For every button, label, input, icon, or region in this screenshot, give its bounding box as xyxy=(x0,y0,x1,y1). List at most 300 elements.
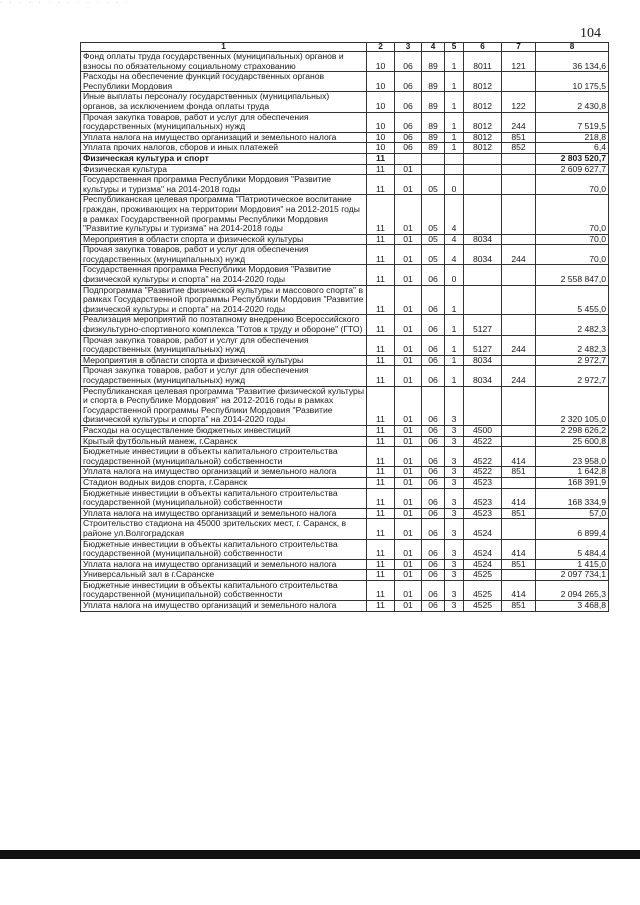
table-row xyxy=(81,601,609,612)
row-subprogram: 1 xyxy=(445,285,464,315)
table-row xyxy=(81,519,609,539)
table-row xyxy=(81,315,609,335)
row-program: 06 xyxy=(422,425,445,436)
row-section: 11 xyxy=(367,245,395,265)
table-row xyxy=(81,112,609,132)
row-amount: 218,8 xyxy=(536,132,609,143)
row-subprogram: 3 xyxy=(445,539,464,559)
row-program: 06 xyxy=(422,559,445,570)
row-expense-type xyxy=(502,72,536,92)
row-direction xyxy=(464,285,502,315)
row-expense-type xyxy=(502,519,536,539)
row-section: 11 xyxy=(367,386,395,425)
row-amount: 2 298 626,2 xyxy=(536,425,609,436)
row-section: 11 xyxy=(367,559,395,570)
row-program: 06 xyxy=(422,508,445,519)
row-section: 11 xyxy=(367,195,395,234)
row-subsection: 01 xyxy=(395,355,422,366)
header-col-1: 1 xyxy=(81,43,367,52)
row-expense-type: 414 xyxy=(502,580,536,600)
row-subprogram: 3 xyxy=(445,519,464,539)
row-expense-type xyxy=(502,436,536,447)
row-amount: 5 455,0 xyxy=(536,285,609,315)
table-row xyxy=(81,386,609,425)
row-amount: 2 972,7 xyxy=(536,366,609,386)
row-program: 06 xyxy=(422,477,445,488)
row-direction: 8034 xyxy=(464,366,502,386)
row-name: Физическая культура и спорт xyxy=(81,153,367,164)
row-program: 06 xyxy=(422,601,445,612)
budget-table xyxy=(80,42,609,612)
row-subsection: 01 xyxy=(395,195,422,234)
row-section: 10 xyxy=(367,92,395,112)
row-amount: 70,0 xyxy=(536,195,609,234)
row-section: 11 xyxy=(367,539,395,559)
row-name: Государственная программа Республики Мордовия "Развитие физической культуры и спорта" на 2014-2020 годы xyxy=(81,265,367,285)
row-section: 11 xyxy=(367,315,395,335)
row-subprogram: 3 xyxy=(445,488,464,508)
row-amount: 2 320 105,0 xyxy=(536,386,609,425)
header-col-4: 4 xyxy=(422,43,445,52)
row-subsection: 01 xyxy=(395,366,422,386)
row-subprogram: 4 xyxy=(445,245,464,265)
row-subsection: 06 xyxy=(395,112,422,132)
header-col-7: 7 xyxy=(502,43,536,52)
row-subprogram: 0 xyxy=(445,265,464,285)
row-section: 11 xyxy=(367,580,395,600)
row-program: 06 xyxy=(422,285,445,315)
row-section: 11 xyxy=(367,601,395,612)
row-subprogram: 1 xyxy=(445,315,464,335)
table-row xyxy=(81,175,609,195)
row-subsection: 06 xyxy=(395,72,422,92)
table-row xyxy=(81,580,609,600)
row-subprogram: 3 xyxy=(445,477,464,488)
row-expense-type xyxy=(502,195,536,234)
row-subsection: 01 xyxy=(395,519,422,539)
row-expense-type: 851 xyxy=(502,467,536,478)
row-subprogram: 3 xyxy=(445,601,464,612)
row-amount: 23 958,0 xyxy=(536,447,609,467)
row-expense-type xyxy=(502,153,536,164)
row-direction: 4523 xyxy=(464,488,502,508)
row-subsection: 01 xyxy=(395,508,422,519)
row-direction: 4522 xyxy=(464,436,502,447)
table-row xyxy=(81,508,609,519)
row-amount: 2 972,7 xyxy=(536,355,609,366)
row-subsection: 01 xyxy=(395,570,422,581)
row-section: 11 xyxy=(367,425,395,436)
table-row xyxy=(81,436,609,447)
row-subprogram: 3 xyxy=(445,386,464,425)
table-row xyxy=(81,366,609,386)
row-amount: 2 094 265,3 xyxy=(536,580,609,600)
table-row xyxy=(81,164,609,175)
row-program xyxy=(422,164,445,175)
row-amount: 70,0 xyxy=(536,175,609,195)
row-amount: 7 519,5 xyxy=(536,112,609,132)
row-amount: 6,4 xyxy=(536,143,609,154)
row-section: 11 xyxy=(367,355,395,366)
row-expense-type: 851 xyxy=(502,508,536,519)
row-amount: 2 803 520,7 xyxy=(536,153,609,164)
row-direction: 4524 xyxy=(464,519,502,539)
row-program: 05 xyxy=(422,234,445,245)
row-name: Республиканская целевая программа "Патриотическое воспитание граждан, проживающих на территории Мордовия" на 2012-2015 годы в рамках Государственной программы Республики Мордовия "Развитие культуры и туризма" на 2014-2018 годы xyxy=(81,195,367,234)
row-name: Реализация мероприятий по поэтапному внедрению Всероссийского физкультурно-спортивного комплекса "Готов к труду и обороне" (ГТО) xyxy=(81,315,367,335)
row-subprogram: 1 xyxy=(445,112,464,132)
row-name: Бюджетные инвестиции в объекты капитального строительства государственной (муниципальной) собственности xyxy=(81,539,367,559)
table-row xyxy=(81,570,609,581)
row-expense-type: 244 xyxy=(502,112,536,132)
header-col-6: 6 xyxy=(464,43,502,52)
row-amount: 5 484,4 xyxy=(536,539,609,559)
row-program: 06 xyxy=(422,335,445,355)
row-expense-type: 414 xyxy=(502,488,536,508)
row-expense-type: 122 xyxy=(502,92,536,112)
row-name: Уплата налога на имущество организаций и земельного налога xyxy=(81,559,367,570)
row-expense-type xyxy=(502,285,536,315)
row-program: 06 xyxy=(422,519,445,539)
row-direction: 8012 xyxy=(464,143,502,154)
row-subsection: 01 xyxy=(395,315,422,335)
row-name: Бюджетные инвестиции в объекты капитального строительства государственной (муниципальной) собственности xyxy=(81,447,367,467)
row-subprogram: 1 xyxy=(445,355,464,366)
table-row xyxy=(81,234,609,245)
row-section: 10 xyxy=(367,143,395,154)
row-expense-type xyxy=(502,355,536,366)
header-col-8: 8 xyxy=(536,43,609,52)
row-subprogram: 1 xyxy=(445,366,464,386)
row-subsection: 01 xyxy=(395,436,422,447)
row-direction xyxy=(464,153,502,164)
row-direction: 8012 xyxy=(464,112,502,132)
row-program xyxy=(422,153,445,164)
row-subprogram xyxy=(445,164,464,175)
row-name: Мероприятия в области спорта и физической культуры xyxy=(81,234,367,245)
page-number: 104 xyxy=(580,26,601,41)
row-amount: 36 134,6 xyxy=(536,52,609,72)
row-subprogram: 3 xyxy=(445,467,464,478)
row-program: 89 xyxy=(422,52,445,72)
row-subprogram: 4 xyxy=(445,234,464,245)
row-expense-type xyxy=(502,265,536,285)
row-amount: 57,0 xyxy=(536,508,609,519)
row-name: Уплата налога на имущество организаций и земельного налога xyxy=(81,467,367,478)
table-row xyxy=(81,143,609,154)
row-subprogram: 3 xyxy=(445,580,464,600)
table-body xyxy=(81,52,609,612)
row-subprogram: 3 xyxy=(445,570,464,581)
row-subsection: 01 xyxy=(395,265,422,285)
row-section: 11 xyxy=(367,164,395,175)
row-section: 10 xyxy=(367,52,395,72)
row-name: Прочая закупка товаров, работ и услуг для обеспечения государственных (муниципальных) нужд xyxy=(81,245,367,265)
table-row xyxy=(81,265,609,285)
row-expense-type xyxy=(502,477,536,488)
table-row xyxy=(81,425,609,436)
row-subprogram: 3 xyxy=(445,436,464,447)
row-subsection: 06 xyxy=(395,132,422,143)
row-program: 89 xyxy=(422,143,445,154)
row-expense-type: 244 xyxy=(502,366,536,386)
row-amount: 70,0 xyxy=(536,234,609,245)
row-amount: 1 415,0 xyxy=(536,559,609,570)
row-name: Уплата налога на имущество организаций и земельного налога xyxy=(81,132,367,143)
row-section: 10 xyxy=(367,72,395,92)
row-expense-type xyxy=(502,386,536,425)
row-section: 11 xyxy=(367,488,395,508)
row-program: 06 xyxy=(422,580,445,600)
row-expense-type xyxy=(502,315,536,335)
row-name: Уплата налога на имущество организаций и земельного налога xyxy=(81,601,367,612)
row-subprogram: 1 xyxy=(445,335,464,355)
row-direction: 4525 xyxy=(464,580,502,600)
row-section: 11 xyxy=(367,477,395,488)
row-subsection: 01 xyxy=(395,539,422,559)
row-section: 11 xyxy=(367,508,395,519)
row-expense-type: 852 xyxy=(502,143,536,154)
row-subsection: 01 xyxy=(395,245,422,265)
row-name: Строительство стадиона на 45000 зрительских мест, г. Саранск, в районе ул.Волгоградская xyxy=(81,519,367,539)
row-amount: 3 468,8 xyxy=(536,601,609,612)
table-row xyxy=(81,488,609,508)
row-subsection: 01 xyxy=(395,488,422,508)
row-subprogram: 1 xyxy=(445,72,464,92)
row-subsection: 01 xyxy=(395,425,422,436)
row-section: 11 xyxy=(367,335,395,355)
row-program: 06 xyxy=(422,436,445,447)
row-amount: 25 600,8 xyxy=(536,436,609,447)
row-amount: 10 175,5 xyxy=(536,72,609,92)
row-amount: 168 391,9 xyxy=(536,477,609,488)
header-col-2: 2 xyxy=(367,43,395,52)
table-row xyxy=(81,447,609,467)
row-direction: 4525 xyxy=(464,601,502,612)
row-subsection: 01 xyxy=(395,477,422,488)
row-amount: 2 482,3 xyxy=(536,315,609,335)
row-amount: 6 899,4 xyxy=(536,519,609,539)
row-expense-type: 244 xyxy=(502,335,536,355)
row-direction xyxy=(464,164,502,175)
row-direction: 8034 xyxy=(464,245,502,265)
row-subprogram: 3 xyxy=(445,559,464,570)
row-direction: 4523 xyxy=(464,477,502,488)
row-subsection: 01 xyxy=(395,386,422,425)
table-row xyxy=(81,335,609,355)
row-subsection: 06 xyxy=(395,143,422,154)
row-expense-type: 414 xyxy=(502,447,536,467)
row-program: 06 xyxy=(422,488,445,508)
table-row xyxy=(81,285,609,315)
row-program: 06 xyxy=(422,539,445,559)
row-expense-type xyxy=(502,234,536,245)
table-row xyxy=(81,477,609,488)
row-name: Прочая закупка товаров, работ и услуг для обеспечения государственных (муниципальных) нужд xyxy=(81,112,367,132)
row-expense-type: 244 xyxy=(502,245,536,265)
row-program: 05 xyxy=(422,175,445,195)
table-row xyxy=(81,52,609,72)
row-program: 06 xyxy=(422,265,445,285)
row-subsection: 01 xyxy=(395,234,422,245)
row-subsection: 01 xyxy=(395,601,422,612)
row-direction: 8012 xyxy=(464,72,502,92)
row-direction: 4522 xyxy=(464,447,502,467)
row-direction xyxy=(464,386,502,425)
row-direction: 4525 xyxy=(464,570,502,581)
row-amount: 2 609 627,7 xyxy=(536,164,609,175)
row-name: Бюджетные инвестиции в объекты капитального строительства государственной (муниципальной) собственности xyxy=(81,488,367,508)
row-direction: 5127 xyxy=(464,315,502,335)
row-program: 06 xyxy=(422,467,445,478)
row-section: 11 xyxy=(367,153,395,164)
row-name: Фонд оплаты труда государственных (муниципальных) органов и взносы по обязательному социальному страхованию xyxy=(81,52,367,72)
row-name: Прочая закупка товаров, работ и услуг для обеспечения государственных (муниципальных) нужд xyxy=(81,335,367,355)
row-name: Универсальный зал в г.Саранске xyxy=(81,570,367,581)
row-program: 05 xyxy=(422,195,445,234)
row-expense-type: 851 xyxy=(502,132,536,143)
header-col-3: 3 xyxy=(395,43,422,52)
row-direction: 4522 xyxy=(464,467,502,478)
row-expense-type xyxy=(502,570,536,581)
row-amount: 2 097 734,1 xyxy=(536,570,609,581)
row-subsection: 01 xyxy=(395,447,422,467)
row-name: Уплата налога на имущество организаций и земельного налога xyxy=(81,508,367,519)
table-row xyxy=(81,559,609,570)
table-header-row xyxy=(81,43,609,52)
row-section: 11 xyxy=(367,175,395,195)
row-program: 89 xyxy=(422,72,445,92)
row-section: 11 xyxy=(367,234,395,245)
row-amount: 2 558 847,0 xyxy=(536,265,609,285)
row-direction: 5127 xyxy=(464,335,502,355)
table-row xyxy=(81,467,609,478)
row-program: 89 xyxy=(422,112,445,132)
row-name: Расходы на обеспечение функций государственных органов Республики Мордовия xyxy=(81,72,367,92)
scan-artifacts: · · · · · · · · · · · · · · xyxy=(0,0,131,6)
row-name: Мероприятия в области спорта и физической культуры xyxy=(81,355,367,366)
table-row xyxy=(81,72,609,92)
row-subsection: 01 xyxy=(395,285,422,315)
row-subprogram: 3 xyxy=(445,425,464,436)
row-subsection: 01 xyxy=(395,580,422,600)
row-direction xyxy=(464,195,502,234)
row-name: Расходы на осуществление бюджетных инвестиций xyxy=(81,425,367,436)
row-section: 11 xyxy=(367,436,395,447)
row-expense-type xyxy=(502,425,536,436)
row-section: 11 xyxy=(367,366,395,386)
row-program: 06 xyxy=(422,355,445,366)
row-amount: 2 430,8 xyxy=(536,92,609,112)
row-subprogram: 3 xyxy=(445,508,464,519)
row-subsection: 01 xyxy=(395,467,422,478)
row-name: Республиканская целевая программа "Развитие физической культуры и спорта в Республике Мордовия" на 2012-2016 годы в рамках Государственной программы Республики Мордовия "Развитие физической культуры и спорта" на 2014-2020 годы xyxy=(81,386,367,425)
table-row xyxy=(81,92,609,112)
row-expense-type: 121 xyxy=(502,52,536,72)
row-direction: 8012 xyxy=(464,132,502,143)
row-direction: 4524 xyxy=(464,559,502,570)
row-program: 06 xyxy=(422,366,445,386)
row-name: Иные выплаты персоналу государственных (муниципальных) органов, за исключением фонда оплаты труда xyxy=(81,92,367,112)
row-subprogram: 4 xyxy=(445,195,464,234)
row-section: 11 xyxy=(367,265,395,285)
scan-edge-bar xyxy=(0,850,640,859)
row-direction xyxy=(464,265,502,285)
row-direction: 4524 xyxy=(464,539,502,559)
row-name: Стадион водных видов спорта, г.Саранск xyxy=(81,477,367,488)
row-subsection xyxy=(395,153,422,164)
row-program: 06 xyxy=(422,315,445,335)
table-row xyxy=(81,195,609,234)
row-name: Крытый футбольный манеж, г.Саранск xyxy=(81,436,367,447)
table-row xyxy=(81,153,609,164)
row-subprogram: 3 xyxy=(445,447,464,467)
row-direction: 8034 xyxy=(464,355,502,366)
row-section: 11 xyxy=(367,467,395,478)
table-row xyxy=(81,132,609,143)
row-program: 05 xyxy=(422,245,445,265)
row-subsection: 06 xyxy=(395,52,422,72)
row-direction xyxy=(464,175,502,195)
row-name: Уплата прочих налогов, сборов и иных платежей xyxy=(81,143,367,154)
row-direction: 4523 xyxy=(464,508,502,519)
row-subsection: 01 xyxy=(395,335,422,355)
row-expense-type: 851 xyxy=(502,601,536,612)
row-subprogram: 0 xyxy=(445,175,464,195)
row-expense-type xyxy=(502,164,536,175)
row-subsection: 01 xyxy=(395,175,422,195)
row-amount: 1 642,8 xyxy=(536,467,609,478)
row-section: 10 xyxy=(367,132,395,143)
row-section: 11 xyxy=(367,570,395,581)
row-expense-type: 851 xyxy=(502,559,536,570)
row-program: 89 xyxy=(422,132,445,143)
row-section: 10 xyxy=(367,112,395,132)
header-col-5: 5 xyxy=(445,43,464,52)
row-subprogram: 1 xyxy=(445,132,464,143)
row-section: 11 xyxy=(367,519,395,539)
row-subprogram xyxy=(445,153,464,164)
row-name: Государственная программа Республики Мордовия "Развитие культуры и туризма" на 2014-2018 годы xyxy=(81,175,367,195)
row-expense-type: 414 xyxy=(502,539,536,559)
row-direction: 8011 xyxy=(464,52,502,72)
row-amount: 70,0 xyxy=(536,245,609,265)
row-name: Физическая культура xyxy=(81,164,367,175)
row-program: 06 xyxy=(422,447,445,467)
row-name: Подпрограмма "Развитие физической культуры и массового спорта" в рамках Государственной программы Республики Мордовия "Развитие физической культуры и спорта" на 2014-2020 годы xyxy=(81,285,367,315)
row-direction: 8012 xyxy=(464,92,502,112)
row-subprogram: 1 xyxy=(445,92,464,112)
row-expense-type xyxy=(502,175,536,195)
table-row xyxy=(81,245,609,265)
row-subsection: 06 xyxy=(395,92,422,112)
row-direction: 8034 xyxy=(464,234,502,245)
row-subprogram: 1 xyxy=(445,143,464,154)
row-name: Бюджетные инвестиции в объекты капитального строительства государственной (муниципальной) собственности xyxy=(81,580,367,600)
table-row xyxy=(81,355,609,366)
row-section: 11 xyxy=(367,285,395,315)
row-program: 06 xyxy=(422,386,445,425)
row-program: 89 xyxy=(422,92,445,112)
table-row xyxy=(81,539,609,559)
row-amount: 2 482,3 xyxy=(536,335,609,355)
row-subprogram: 1 xyxy=(445,52,464,72)
row-name: Прочая закупка товаров, работ и услуг для обеспечения государственных (муниципальных) нужд xyxy=(81,366,367,386)
row-subsection: 01 xyxy=(395,164,422,175)
row-program: 06 xyxy=(422,570,445,581)
row-section: 11 xyxy=(367,447,395,467)
row-subsection: 01 xyxy=(395,559,422,570)
